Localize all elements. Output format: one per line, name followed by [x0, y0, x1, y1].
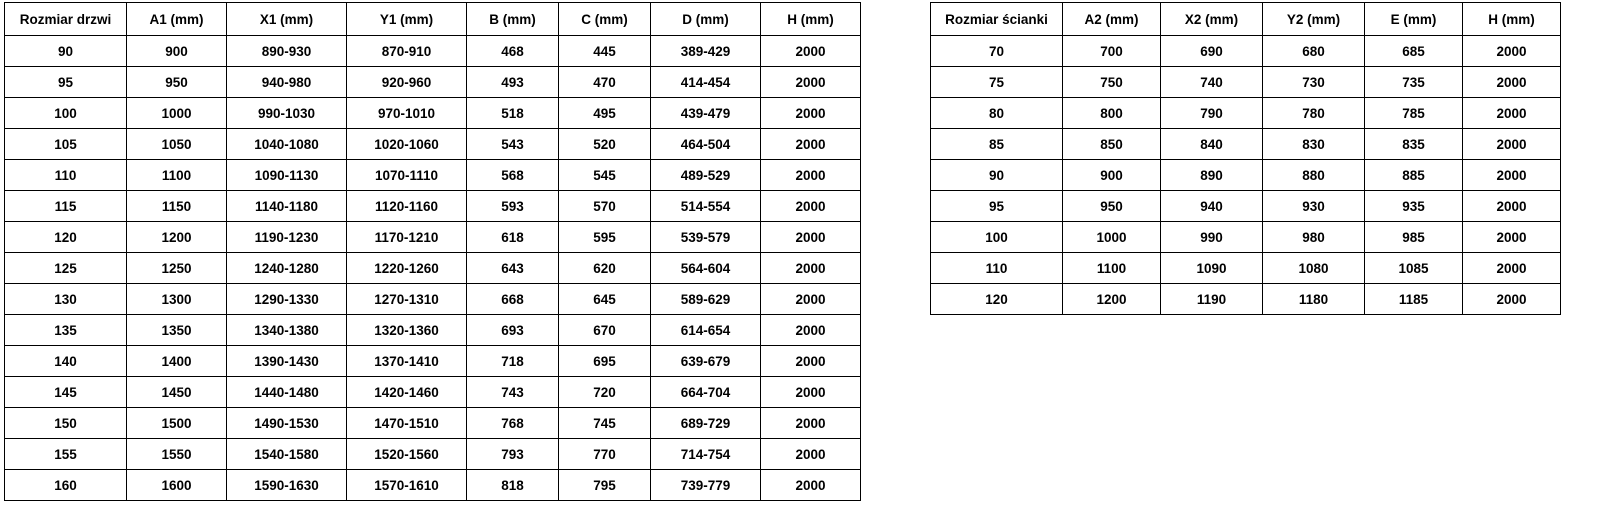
cell: 2000: [761, 98, 861, 129]
cell: 1590-1630: [227, 470, 347, 501]
table-row: [5, 98, 861, 129]
cell: 2000: [761, 160, 861, 191]
cell: 1100: [127, 160, 227, 191]
cell: 714-754: [651, 439, 761, 470]
cell: 643: [467, 253, 559, 284]
cell: 1290-1330: [227, 284, 347, 315]
table-row: [931, 222, 1561, 253]
table-row: [5, 284, 861, 315]
cell: 1090: [1161, 253, 1263, 284]
doors-table-body: [5, 36, 861, 501]
cell: 795: [559, 470, 651, 501]
cell: 680: [1263, 36, 1365, 67]
table-row: [5, 160, 861, 191]
cell: 414-454: [651, 67, 761, 98]
cell: 818: [467, 470, 559, 501]
cell: 1000: [127, 98, 227, 129]
cell: 2000: [761, 470, 861, 501]
cell: 1220-1260: [347, 253, 467, 284]
cell: 493: [467, 67, 559, 98]
cell: 439-479: [651, 98, 761, 129]
cell: 2000: [761, 346, 861, 377]
cell: 2000: [761, 129, 861, 160]
cell: 2000: [1463, 191, 1561, 222]
cell: 739-779: [651, 470, 761, 501]
table-row: [931, 129, 1561, 160]
cell: 70: [931, 36, 1063, 67]
cell: 695: [559, 346, 651, 377]
cell: 1500: [127, 408, 227, 439]
walls-table-body: [931, 36, 1561, 315]
table-row: [5, 439, 861, 470]
cell: 735: [1365, 67, 1463, 98]
cell: 2000: [761, 377, 861, 408]
cell: 100: [931, 222, 1063, 253]
cell: 740: [1161, 67, 1263, 98]
cell: 1080: [1263, 253, 1365, 284]
cell: 1085: [1365, 253, 1463, 284]
column-header: H (mm): [761, 3, 861, 36]
column-header: B (mm): [467, 3, 559, 36]
cell: 780: [1263, 98, 1365, 129]
cell: 105: [5, 129, 127, 160]
cell: 900: [1063, 160, 1161, 191]
cell: 2000: [1463, 36, 1561, 67]
cell: 718: [467, 346, 559, 377]
cell: 990: [1161, 222, 1263, 253]
cell: 85: [931, 129, 1063, 160]
cell: 110: [931, 253, 1063, 284]
cell: 1140-1180: [227, 191, 347, 222]
cell: 2000: [1463, 98, 1561, 129]
cell: 950: [1063, 191, 1161, 222]
cell: 1470-1510: [347, 408, 467, 439]
doors-dimensions-table: [4, 2, 861, 501]
cell: 1020-1060: [347, 129, 467, 160]
cell: 1250: [127, 253, 227, 284]
cell: 150: [5, 408, 127, 439]
cell: 685: [1365, 36, 1463, 67]
cell: 1600: [127, 470, 227, 501]
table-row: [931, 253, 1561, 284]
cell: 1120-1160: [347, 191, 467, 222]
cell: 1550: [127, 439, 227, 470]
column-header: D (mm): [651, 3, 761, 36]
column-header: Y1 (mm): [347, 3, 467, 36]
table-row: [5, 408, 861, 439]
cell: 2000: [1463, 160, 1561, 191]
cell: 470: [559, 67, 651, 98]
table-row: [5, 36, 861, 67]
table-row: [931, 67, 1561, 98]
cell: 1490-1530: [227, 408, 347, 439]
cell: 543: [467, 129, 559, 160]
cell: 720: [559, 377, 651, 408]
cell: 135: [5, 315, 127, 346]
cell: 160: [5, 470, 127, 501]
cell: 618: [467, 222, 559, 253]
cell: 743: [467, 377, 559, 408]
cell: 1520-1560: [347, 439, 467, 470]
cell: 75: [931, 67, 1063, 98]
cell: 750: [1063, 67, 1161, 98]
table-row: [931, 191, 1561, 222]
cell: 835: [1365, 129, 1463, 160]
cell: 745: [559, 408, 651, 439]
cell: 930: [1263, 191, 1365, 222]
table-row: [5, 470, 861, 501]
cell: 518: [467, 98, 559, 129]
cell: 790: [1161, 98, 1263, 129]
cell: 1300: [127, 284, 227, 315]
column-header: Rozmiar ścianki: [931, 3, 1063, 36]
table-row: [5, 315, 861, 346]
table-row: [931, 98, 1561, 129]
cell: 90: [931, 160, 1063, 191]
cell: 890: [1161, 160, 1263, 191]
walls-dimensions-table: [930, 2, 1561, 315]
cell: 1200: [1063, 284, 1161, 315]
cell: 793: [467, 439, 559, 470]
walls-table-head: [931, 3, 1561, 36]
table-row: [5, 253, 861, 284]
cell: 693: [467, 315, 559, 346]
cell: 1420-1460: [347, 377, 467, 408]
cell: 730: [1263, 67, 1365, 98]
cell: 2000: [1463, 284, 1561, 315]
cell: 1390-1430: [227, 346, 347, 377]
cell: 1100: [1063, 253, 1161, 284]
table-row: [5, 191, 861, 222]
cell: 120: [931, 284, 1063, 315]
cell: 125: [5, 253, 127, 284]
cell: 1570-1610: [347, 470, 467, 501]
column-header: E (mm): [1365, 3, 1463, 36]
cell: 985: [1365, 222, 1463, 253]
cell: 589-629: [651, 284, 761, 315]
column-header: X1 (mm): [227, 3, 347, 36]
cell: 840: [1161, 129, 1263, 160]
table-row: [931, 160, 1561, 191]
table-row: [5, 346, 861, 377]
column-header: A2 (mm): [1063, 3, 1161, 36]
cell: 570: [559, 191, 651, 222]
table-row: [931, 36, 1561, 67]
cell: 95: [931, 191, 1063, 222]
cell: 1050: [127, 129, 227, 160]
cell: 700: [1063, 36, 1161, 67]
cell: 1340-1380: [227, 315, 347, 346]
table-row: [5, 222, 861, 253]
cell: 670: [559, 315, 651, 346]
cell: 850: [1063, 129, 1161, 160]
cell: 115: [5, 191, 127, 222]
cell: 568: [467, 160, 559, 191]
cell: 2000: [1463, 222, 1561, 253]
column-header: A1 (mm): [127, 3, 227, 36]
cell: 1450: [127, 377, 227, 408]
column-header: Rozmiar drzwi: [5, 3, 127, 36]
cell: 940-980: [227, 67, 347, 98]
column-header: X2 (mm): [1161, 3, 1263, 36]
cell: 770: [559, 439, 651, 470]
cell: 1320-1360: [347, 315, 467, 346]
cell: 2000: [1463, 253, 1561, 284]
cell: 2000: [761, 439, 861, 470]
cell: 80: [931, 98, 1063, 129]
cell: 1200: [127, 222, 227, 253]
cell: 1180: [1263, 284, 1365, 315]
cell: 520: [559, 129, 651, 160]
cell: 2000: [1463, 129, 1561, 160]
cell: 110: [5, 160, 127, 191]
cell: 920-960: [347, 67, 467, 98]
cell: 2000: [761, 222, 861, 253]
cell: 1540-1580: [227, 439, 347, 470]
cell: 689-729: [651, 408, 761, 439]
cell: 468: [467, 36, 559, 67]
cell: 495: [559, 98, 651, 129]
cell: 2000: [761, 315, 861, 346]
cell: 935: [1365, 191, 1463, 222]
cell: 639-679: [651, 346, 761, 377]
cell: 100: [5, 98, 127, 129]
cell: 2000: [761, 67, 861, 98]
walls-dimensions-table-container: [930, 2, 1561, 315]
cell: 90: [5, 36, 127, 67]
table-row: [5, 377, 861, 408]
cell: 95: [5, 67, 127, 98]
table-row: [5, 129, 861, 160]
table-row: [5, 67, 861, 98]
cell: 2000: [761, 284, 861, 315]
cell: 1150: [127, 191, 227, 222]
cell: 890-930: [227, 36, 347, 67]
doors-table-head: [5, 3, 861, 36]
cell: 800: [1063, 98, 1161, 129]
cell: 595: [559, 222, 651, 253]
cell: 2000: [761, 191, 861, 222]
table-header-row: [931, 3, 1561, 36]
column-header: C (mm): [559, 3, 651, 36]
cell: 1170-1210: [347, 222, 467, 253]
cell: 514-554: [651, 191, 761, 222]
cell: 1270-1310: [347, 284, 467, 315]
cell: 1370-1410: [347, 346, 467, 377]
cell: 664-704: [651, 377, 761, 408]
cell: 2000: [1463, 67, 1561, 98]
column-header: Y2 (mm): [1263, 3, 1365, 36]
cell: 389-429: [651, 36, 761, 67]
cell: 445: [559, 36, 651, 67]
cell: 2000: [761, 36, 861, 67]
cell: 1440-1480: [227, 377, 347, 408]
cell: 880: [1263, 160, 1365, 191]
cell: 1400: [127, 346, 227, 377]
cell: 1240-1280: [227, 253, 347, 284]
table-header-row: [5, 3, 861, 36]
cell: 1185: [1365, 284, 1463, 315]
cell: 885: [1365, 160, 1463, 191]
cell: 545: [559, 160, 651, 191]
cell: 1090-1130: [227, 160, 347, 191]
cell: 768: [467, 408, 559, 439]
cell: 614-654: [651, 315, 761, 346]
cell: 990-1030: [227, 98, 347, 129]
cell: 940: [1161, 191, 1263, 222]
cell: 950: [127, 67, 227, 98]
doors-dimensions-table-container: [4, 2, 861, 501]
cell: 539-579: [651, 222, 761, 253]
cell: 120: [5, 222, 127, 253]
cell: 489-529: [651, 160, 761, 191]
column-header: H (mm): [1463, 3, 1561, 36]
cell: 155: [5, 439, 127, 470]
cell: 1000: [1063, 222, 1161, 253]
cell: 1070-1110: [347, 160, 467, 191]
cell: 130: [5, 284, 127, 315]
table-row: [931, 284, 1561, 315]
cell: 140: [5, 346, 127, 377]
cell: 830: [1263, 129, 1365, 160]
cell: 1190: [1161, 284, 1263, 315]
cell: 564-604: [651, 253, 761, 284]
cell: 1040-1080: [227, 129, 347, 160]
cell: 690: [1161, 36, 1263, 67]
cell: 464-504: [651, 129, 761, 160]
cell: 870-910: [347, 36, 467, 67]
cell: 593: [467, 191, 559, 222]
cell: 980: [1263, 222, 1365, 253]
cell: 2000: [761, 253, 861, 284]
cell: 1350: [127, 315, 227, 346]
cell: 1190-1230: [227, 222, 347, 253]
cell: 900: [127, 36, 227, 67]
cell: 668: [467, 284, 559, 315]
cell: 620: [559, 253, 651, 284]
cell: 2000: [761, 408, 861, 439]
cell: 145: [5, 377, 127, 408]
cell: 645: [559, 284, 651, 315]
cell: 785: [1365, 98, 1463, 129]
cell: 970-1010: [347, 98, 467, 129]
